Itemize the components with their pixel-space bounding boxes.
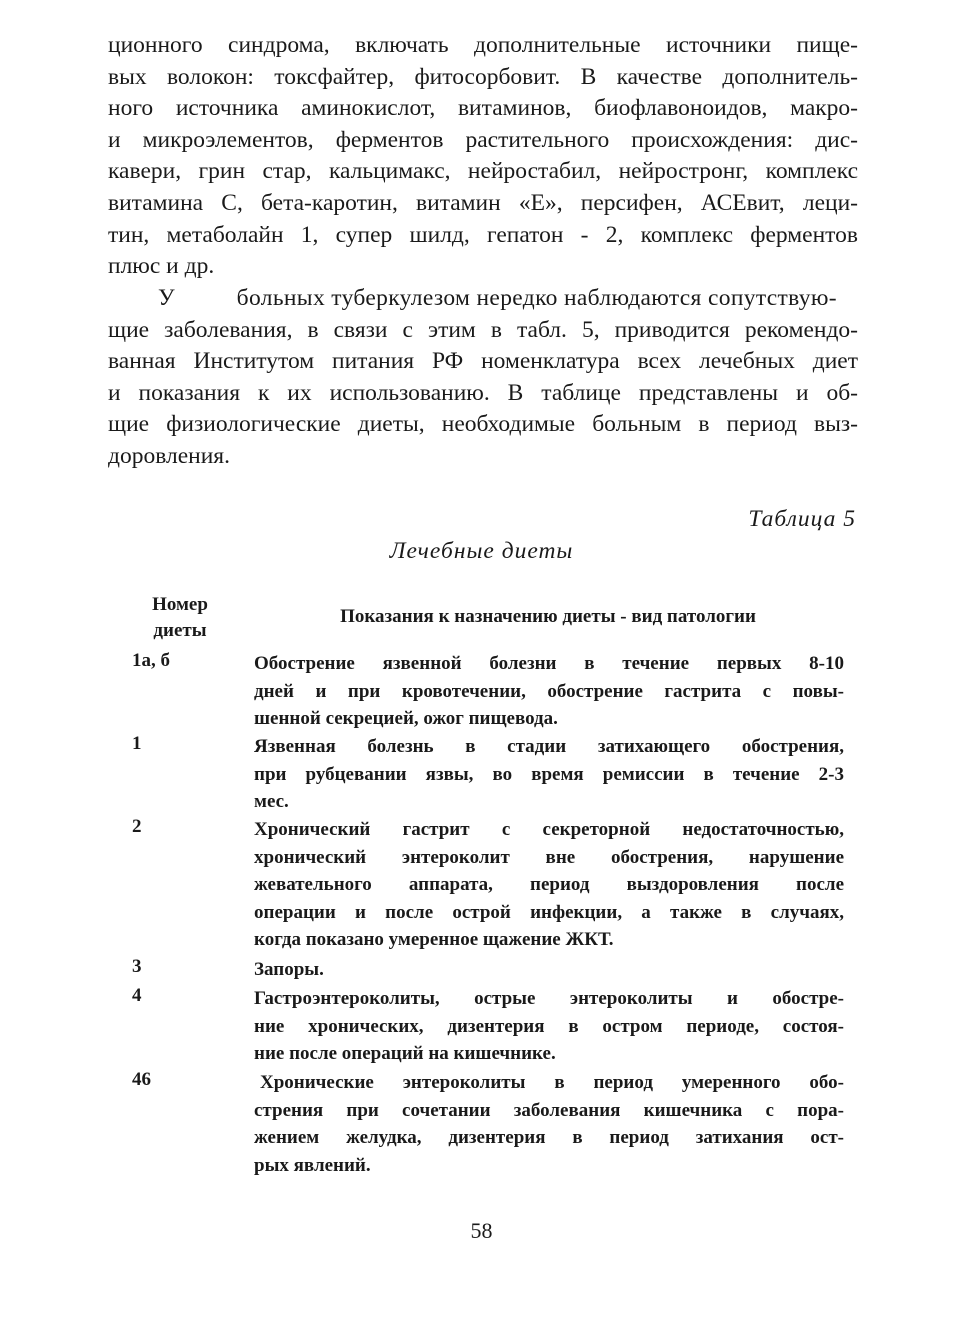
page-number: 58 (470, 1218, 493, 1243)
text-line: ние после операций на кишечнике. (254, 1043, 556, 1064)
body-paragraph-1 (108, 30, 858, 283)
text-line: Язвенная болезнь в стадии затихающего обострения, (254, 736, 844, 757)
text-line: вых волокон: токсфайтер, фитосорбовит. В качестве дополнитель- (108, 63, 858, 90)
text-line: щие физиологические диеты, необходимые больным в период выз- (108, 411, 858, 438)
diet-number: 1а, б (132, 650, 170, 671)
text-line: жением желудка, дизентерия в период затихания ост- (254, 1127, 844, 1148)
text-line: ванная Институтом питания РФ номенклатура всех лечебных диет (108, 348, 858, 375)
text-line: дней и при кровотечении, обострение гастрита с повы- (254, 680, 844, 702)
column-header-indication: Показания к назначению диеты - вид патологии (340, 606, 756, 627)
text-line: Гастроэнтероколиты, острые энтероколиты и обостре- (254, 988, 844, 1009)
text-line: мес. (254, 791, 289, 812)
text-line: Хронический гастрит с секреторной недостаточностью, (254, 819, 844, 840)
text-line: при рубцевании язвы, во время ремиссии в течение 2-3 (254, 763, 844, 785)
text-line: Запоры. (254, 959, 324, 980)
table-number-label: Таблица 5 (748, 506, 856, 532)
text-line: хронический энтероколит вне обострения, нарушение (254, 846, 844, 868)
text-line: кавери, грин стар, кальцимакс, нейростабил, нейростронг, комплекс (108, 158, 858, 185)
diet-number: 3 (132, 956, 142, 977)
text-line: тин, метаболайн 1, супер шилд, гепатон - 2, комплекс ферментов (108, 221, 858, 248)
diet-indication (254, 1069, 844, 1179)
first-word: У (158, 285, 175, 311)
body-paragraph-2 (108, 283, 858, 473)
text-line (108, 283, 908, 315)
diet-number: 1 (132, 733, 142, 754)
text-line: и микроэлементов, ферментов растительного происхождения: дис- (108, 126, 858, 153)
text-line: рых явлений. (254, 1154, 371, 1176)
first-line-rest: больных туберкулезом нередко наблюдаются сопутствую- (236, 285, 837, 311)
text-line: Хронические энтероколиты в период умеренного обо- (260, 1072, 844, 1093)
text-line: операции и после острой инфекции, а также в случаях, (254, 901, 844, 923)
text-line: жевательного аппарата, период выздоровления после (254, 874, 844, 895)
diet-indication (254, 956, 844, 984)
diet-indication (254, 733, 844, 816)
text-line: Обострение язвенной болезни в течение первых 8-10 (254, 653, 844, 674)
text-line: ционного синдрома, включать дополнительные источники пище- (108, 32, 858, 58)
text-line: ного источника аминокислот, витаминов, биофлавоноидов, макро- (108, 95, 858, 122)
diet-indication (254, 985, 844, 1068)
text-line: витамина С, бета-каротин, витамин «Е», персифен, АСЕвит, леци- (108, 189, 858, 216)
text-line: стрения при сочетании заболевания кишечника с пора- (254, 1099, 844, 1121)
text-line: шенной секрецией, ожог пищевода. (254, 708, 558, 729)
text-line: доровления. (108, 442, 230, 469)
column-header-number: Номер диеты (152, 594, 208, 641)
diet-number: 46 (132, 1069, 151, 1090)
diet-number: 2 (132, 816, 142, 837)
diet-indication (254, 650, 844, 733)
diet-number: 4 (132, 985, 142, 1006)
text-line: ние хронических, дизентерия в остром периоде, состоя- (254, 1015, 844, 1037)
text-line: и показания к их использованию. В таблице представлены и об- (108, 379, 858, 406)
text-line: щие заболевания, в связи с этим в табл. 5, приводится рекомендо- (108, 316, 858, 343)
text-line: когда показано умеренное щажение ЖКТ. (254, 929, 614, 950)
text-line: плюс и др. (108, 253, 215, 280)
diet-indication (254, 816, 844, 954)
table-title: Лечебные диеты (389, 538, 574, 564)
